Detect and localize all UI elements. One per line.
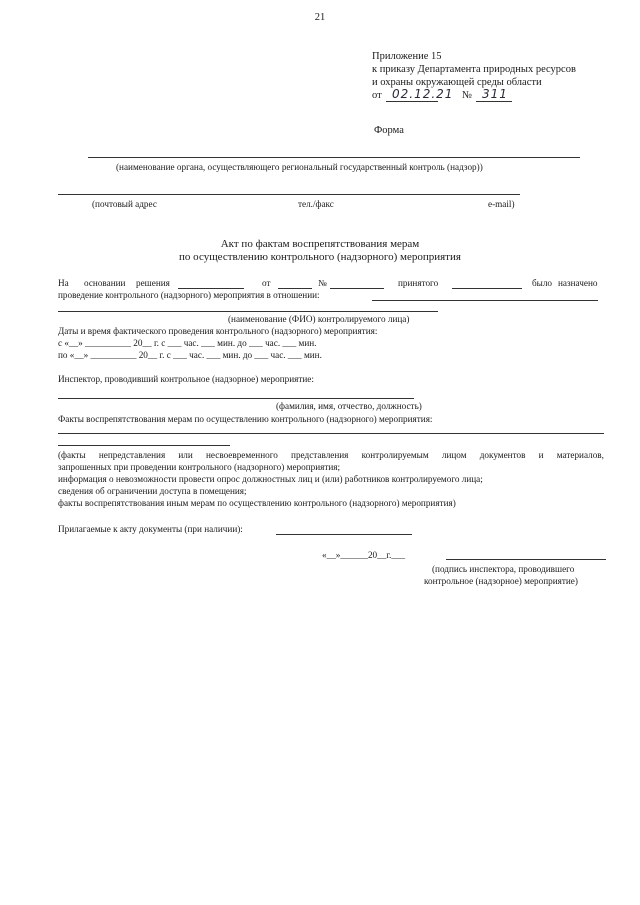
basis-word-osnovanii: основании xyxy=(84,278,126,288)
notes-line3: информация о невозможности провести опрос должностных лиц и (или) работников контролируемого лица; xyxy=(58,474,483,484)
notes-line1 xyxy=(58,450,604,461)
date-underline xyxy=(386,101,438,102)
email-caption: e-mail) xyxy=(488,199,515,209)
handwritten-number: 311 xyxy=(482,87,508,101)
date-to-row: по «__» __________ 20__ г. с ___ час. ___ мин. до ___ час. ___ мин. xyxy=(58,350,322,360)
basis-word-bylo: было xyxy=(532,278,553,288)
fio-caption: (наименование (ФИО) контролируемого лица) xyxy=(228,314,410,324)
notes-line4: сведения об ограничении доступа в помещения; xyxy=(58,486,247,496)
form-label: Форма xyxy=(374,125,404,136)
handwritten-date: 02.12.21 xyxy=(392,87,454,101)
basis-word-number: № xyxy=(318,278,327,288)
basis-word-prinyatogo: принятого xyxy=(398,278,439,288)
decision-blank xyxy=(178,288,244,289)
notes-word: материалов, xyxy=(556,450,604,460)
signature-line xyxy=(446,559,606,560)
notes-word: контролируемым xyxy=(361,450,429,460)
facts-heading: Факты воспрепятствования мерам по осуществлению контрольного (надзорного) мероприятия: xyxy=(58,414,433,424)
controlled-person-line xyxy=(58,311,438,312)
notes-word: и xyxy=(538,450,544,460)
notes-line2: запрошенных при проведении контрольного (надзорного) мероприятия; xyxy=(58,462,341,472)
facts-field-line-1 xyxy=(58,433,604,434)
organ-caption: (наименование органа, осуществляющего региональный государственный контроль (надзор)) xyxy=(116,162,483,172)
appendix-department-line: и охраны окружающей среды области xyxy=(372,77,542,88)
facts-field-line-2 xyxy=(58,445,230,446)
signature-caption-line1: (подпись инспектора, проводившего xyxy=(432,564,575,574)
issuer-blank xyxy=(452,288,522,289)
number-underline xyxy=(476,101,512,102)
inspector-caption: (фамилия, имя, отчество, должность) xyxy=(276,401,422,411)
notes-word: несвоевременного xyxy=(206,450,278,460)
inspector-field-line xyxy=(58,398,414,399)
decision-date-blank xyxy=(278,288,312,289)
act-title-line1: Акт по фактам воспрепятствования мерам xyxy=(220,238,420,250)
signature-caption-line2: контрольное (надзорное) мероприятие) xyxy=(424,576,578,586)
notes-word: или xyxy=(178,450,193,460)
controlled-person-blank xyxy=(372,300,598,301)
notes-word: (факты xyxy=(58,450,86,460)
notes-word: лицом xyxy=(441,450,467,460)
signature-date: «__»______20__г.___ xyxy=(322,550,406,560)
page-number: 21 xyxy=(314,12,326,23)
appendix-from-label: от xyxy=(372,90,382,101)
appendix-order-line: к приказу Департамента природных ресурсов xyxy=(372,64,576,75)
notes-word: непредставления xyxy=(98,450,166,460)
organ-field-line xyxy=(88,157,580,158)
address-field-line xyxy=(58,194,520,195)
phone-fax-caption: тел./факс xyxy=(298,199,334,209)
postal-address-caption: (почтовый адрес xyxy=(92,199,157,209)
act-title-line2: по осуществлению контрольного (надзорного) мероприятия xyxy=(179,251,461,263)
basis-word-resheniya: решения xyxy=(136,278,170,288)
inspector-label: Инспектор, проводивший контрольное (надзорное) мероприятие: xyxy=(58,374,314,384)
basis-word-ot: от xyxy=(262,278,271,288)
attached-docs-line xyxy=(276,534,412,535)
date-from-row: с «__» __________ 20__ г. с ___ час. ___ мин. до ___ час. ___ мин. xyxy=(58,338,317,348)
notes-word: представления xyxy=(291,450,349,460)
notes-line5: факты воспрепятствования иным мерам по осуществлению контрольного (надзорного) мероприятия) xyxy=(58,498,456,508)
appendix-title: Приложение 15 xyxy=(372,51,442,62)
dates-heading: Даты и время фактического проведения контрольного (надзорного) мероприятия: xyxy=(58,326,378,336)
notes-word: документов xyxy=(479,450,526,460)
basis-line2: проведение контрольного (надзорного) мероприятия в отношении: xyxy=(58,290,320,300)
decision-number-blank xyxy=(330,288,384,289)
basis-word-na: На xyxy=(58,278,69,288)
basis-word-naznacheno: назначено xyxy=(558,278,598,288)
attached-docs-label: Прилагаемые к акту документы (при наличии): xyxy=(58,524,243,534)
appendix-number-label: № xyxy=(462,90,473,101)
